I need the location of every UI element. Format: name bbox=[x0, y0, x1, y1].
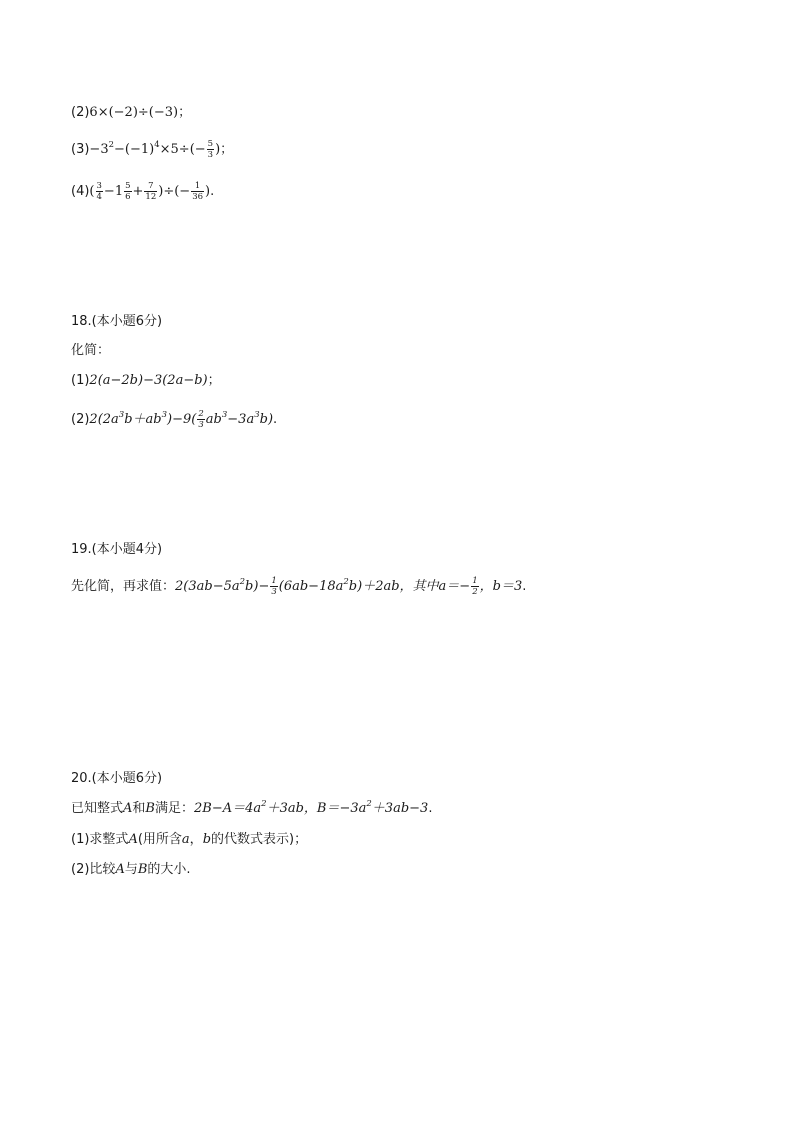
fraction: $\frac{3}{4}$ bbox=[96, 181, 102, 202]
punctuation: ； bbox=[207, 373, 221, 388]
q19-header: 19.(本小题4分) bbox=[71, 542, 163, 557]
fraction: $\frac{7}{12}$ bbox=[145, 181, 157, 202]
part-label: (2) bbox=[71, 862, 90, 877]
punctuation: ； bbox=[220, 142, 234, 157]
punctuation: ； bbox=[294, 832, 308, 847]
q20-header: 20.(本小题6分) bbox=[71, 771, 163, 786]
math-expression: $-3^2-(-1)^4\times 5\div(-$ $\frac{5}{3}$ ) bbox=[89, 139, 221, 160]
q18-header: 18.(本小题6分) bbox=[71, 314, 163, 329]
math-expression: ( $\frac{3}{4}$ −1 $\frac{5}{6}$ + $\frac{7}{12}$ )÷(− $\frac{1}{36}$ ) bbox=[89, 181, 211, 202]
part-label: (3) bbox=[71, 142, 90, 157]
punctuation: . bbox=[522, 579, 527, 594]
fraction: $\frac{5}{6}$ bbox=[125, 181, 131, 202]
punctuation: . bbox=[186, 862, 191, 877]
q18-part2 bbox=[71, 409, 277, 430]
fraction: $\frac{1}{2}$ bbox=[472, 576, 478, 597]
q18-part1 bbox=[71, 371, 221, 391]
punctuation: . bbox=[273, 412, 278, 427]
fraction: $\frac{1}{36}$ bbox=[192, 181, 204, 202]
math-expression: 6×(−2)÷(−3) bbox=[89, 105, 179, 120]
part-label: (1) bbox=[71, 373, 90, 388]
q17-part3 bbox=[71, 139, 233, 160]
q19-problem bbox=[71, 576, 526, 597]
fraction: $\frac{5}{3}$ bbox=[207, 139, 214, 160]
q20-part1: (1)求整式A(用所含a，b的代数式表示)； bbox=[71, 832, 308, 847]
q20-part2: (2)比较A与B的大小. bbox=[71, 862, 191, 877]
fraction: $\frac{1}{3}$ bbox=[271, 576, 277, 597]
math-expression: $2(3ab-5a^2b)-$ $\frac{1}{3}$ $(6ab-18a^2b)+2ab$，其中a＝− $\frac{1}{2}$ ，b＝3 bbox=[175, 576, 523, 597]
part-label: (2) bbox=[71, 412, 90, 427]
punctuation: . bbox=[210, 184, 215, 199]
part-label: (2) bbox=[71, 105, 90, 120]
math-expression: $2B-A=4a^2+3ab$，$B=-3a^2+3ab-3$ bbox=[194, 799, 429, 816]
punctuation: ； bbox=[178, 105, 192, 120]
q17-part4 bbox=[71, 181, 214, 202]
fraction: $\frac{2}{3}$ bbox=[198, 409, 204, 430]
instruction-text: 先化简，再求值： bbox=[71, 579, 176, 594]
q20-condition: 已知整式A和B满足：$2B-A=4a^2+3ab$，$B=-3a^2+3ab-3$. bbox=[71, 799, 433, 816]
punctuation: . bbox=[428, 801, 433, 816]
q18-instruction: 化简： bbox=[71, 343, 111, 358]
math-expression: 2(a−2b)−3(2a−b) bbox=[89, 373, 208, 388]
q17-part2 bbox=[71, 103, 191, 123]
part-label: (1) bbox=[71, 832, 90, 847]
part-label: (4) bbox=[71, 184, 90, 199]
math-expression: $2(2a^3b+ab^3)-9$( $\frac{2}{3}$ $ab^3-3a^3b$) bbox=[89, 409, 274, 430]
